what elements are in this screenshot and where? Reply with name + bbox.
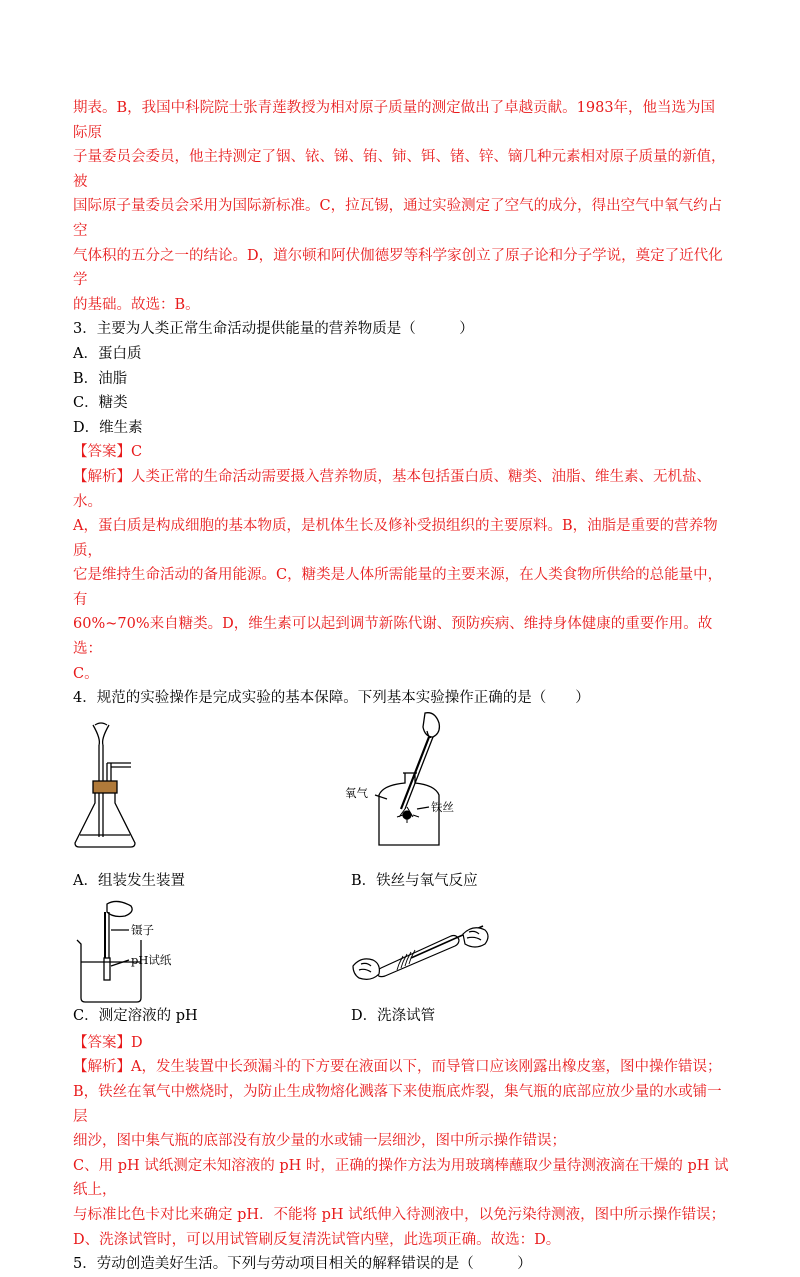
explanation-line: 60%~70%来自糖类。D，维生素可以起到调节新陈代谢、预防疾病、维持身体健康的重要作用。故选： [73,616,713,658]
explanation-line: 国际原子量委员会采用为国际新标准。C，拉瓦锡，通过实验测定了空气的成分，得出空气中氧气约占空 [73,198,723,239]
question-3 [73,317,729,686]
label-ph-paper: pH试纸 [131,952,172,967]
explanation-line: 【解析】A，发生装置中长颈漏斗的下方要在液面以下，而导管口应该刚露出橡皮塞，图中操作错误； [73,1059,722,1076]
previous-explanation [73,96,729,317]
caption-row-1 [73,869,729,896]
option-b: B．油脂 [73,370,128,387]
explanation-line: 气体积的五分之一的结论。D，道尔顿和阿伏伽德罗等科学家创立了原子论和分子学说，奠定了近代化学 [73,247,723,289]
explanation-line: B，铁丝在氧气中燃烧时，为防止生成物熔化溅落下来使瓶底炸裂，集气瓶的底部应放少量的水或铺一层 [73,1084,722,1125]
question-4 [73,686,729,1252]
question-5 [73,1252,729,1277]
caption-a: A．组装发生装置 [73,872,185,889]
caption-b: B．铁丝与氧气反应 [351,872,478,889]
answer: 【答案】D [73,1034,143,1051]
explanation-line: 的基础。故选：B。 [73,296,200,313]
figure-row-2 [73,896,729,1004]
option-c: C．糖类 [73,395,128,412]
explanation-line: C。 [73,665,99,682]
figure-row-1 [73,711,729,869]
caption-c: C．测定溶液的 pH [73,1007,198,1024]
explanation-line: D、洗涤试管时，可以用试管刷反复清洗试管内壁，此选项正确。故选：D。 [73,1231,561,1248]
explanation-line: 它是维持生命活动的备用能源。C，糖类是人体所需能量的主要来源，在人类食物所供给的总能量中，有 [73,567,723,608]
caption-row-2 [73,1004,729,1031]
explanation-line: A，蛋白质是构成细胞的基本物质，是机体生长及修补受损组织的主要原料。B，油脂是重要的营养物质， [73,518,718,559]
question-stem: 3．主要为人类正常生命活动提供能量的营养物质是（ ） [73,321,474,338]
generator-apparatus-figure [73,719,153,851]
ph-test-figure [73,900,213,1004]
explanation-line: 子量委员会委员，他主持测定了铟、铱、锑、铕、铈、铒、锗、锌、镝几种元素相对原子质量的新值，被 [73,149,726,190]
iron-wire-oxygen-figure [343,711,473,851]
label-oxygen: 氧气 [345,785,368,800]
caption-d: D．洗涤试管 [351,1007,436,1024]
option-d: D．维生素 [73,419,143,436]
label-tweezers: 镊子 [131,922,154,937]
explanation-line: 与标准比色卡对比来确定 pH．不能将 pH 试纸伸入待测液中，以免污染待测液，图中所示操作错误； [73,1207,726,1223]
explanation-line: 细沙，图中集气瓶的底部没有放少量的水或铺一层细沙，图中所示操作错误； [73,1133,566,1150]
document-page [73,96,729,1277]
option-a: A．蛋白质 [73,345,142,362]
answer: 【答案】C [73,444,143,461]
explanation-line: 期表。B，我国中科院院士张青莲教授为相对原子质量的测定做出了卓越贡献。1983年，他当选为国际原 [73,100,716,141]
wash-test-tube-figure [351,918,491,988]
question-stem: 4．规范的实验操作是完成实验的基本保障。下列基本实验操作正确的是（ ） [73,690,590,707]
question-stem: 5．劳动创造美好生活。下列与劳动项目相关的解释错误的是（ ） [73,1256,532,1273]
label-iron-wire: 铁丝 [431,799,454,814]
explanation-line: C、用 pH 试纸测定未知溶液的 pH 时，正确的操作方法为用玻璃棒蘸取少量待测液滴在干燥的 pH 试纸上， [73,1157,729,1199]
explanation-line: 【解析】人类正常的生命活动需要摄入营养物质，基本包括蛋白质、糖类、油脂、维生素、无机盐、水。 [73,468,711,510]
